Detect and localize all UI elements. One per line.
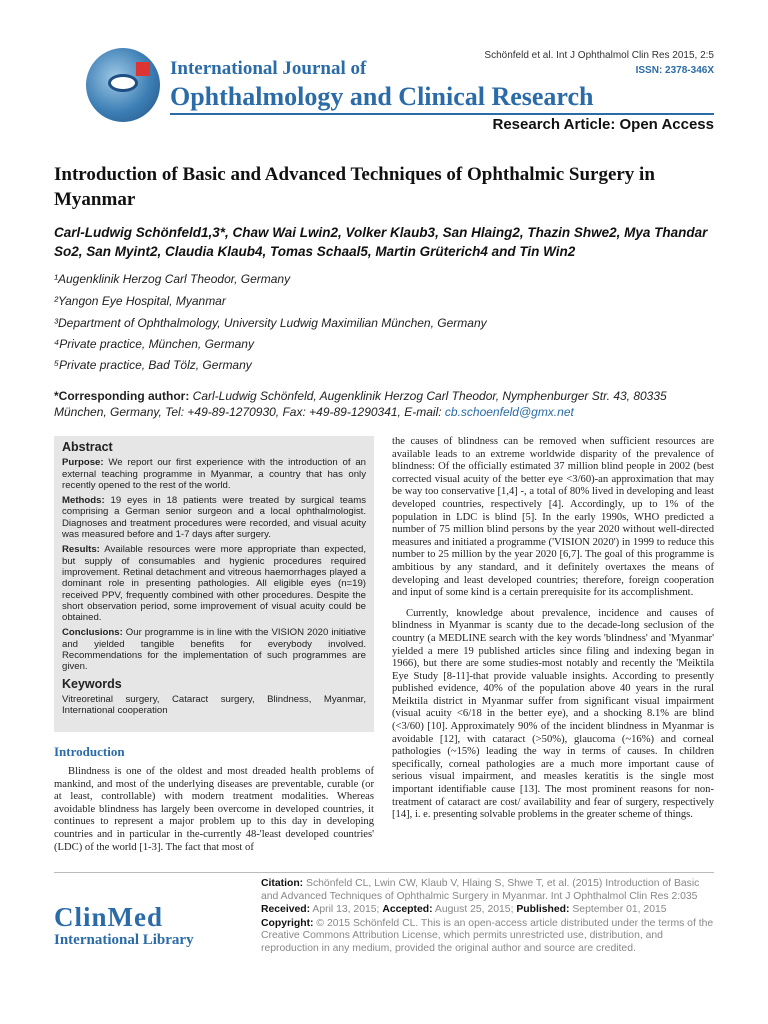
footer-rule	[54, 872, 714, 873]
journal-name-line2: Ophthalmology and Clinical Research	[170, 82, 594, 111]
body-paragraph: the causes of blindness can be removed when sufficient resources are available leads to an extreme worldwide disparity of the prevalence of blindness: Of the officially estimated 37 million blind people in 2002 (best corrected visual acuity of the better eye <3/60)-an approximation that may be way too conservative [1,4] -, a total of 80% lived in developing and least developed countries, respectively [4]. Accordingly, up to 1% of the population in LDC is blind [5]. In the early 1990s, WHO predicted a number of 75 million blind persons by the year 2020 without well-directed measures and initiated a programme ('VISION 2020') in 1999 to reduce this number to 25 million by the year 2020 [6,7]. The goal of this programme is ambitious by any standard, and it definitely overtaxes the means of developing and least developed countries; therefore, foreign cooperation and input of some kind is a certain prerequisite for its accomplishment.	[392, 436, 714, 599]
abstract-heading: Abstract	[62, 440, 113, 454]
body-column-right	[392, 436, 714, 830]
footer-copyright: Copyright: © 2015 Schönfeld CL. This is an open-access article distributed under the terms of the Creative Commons Attribution License, which permits unrestricted use, distribution, and reproduction in any medium, provided the original author and source are credited.	[261, 917, 714, 954]
abstract-methods: Methods: 19 eyes in 18 patients were treated by surgical teams comprising a German senior surgeon and a local ophthalmologist. Diagnoses and treatment procedures were recorded, and visual acuity was measured before and 1-7 days after surgery.	[62, 495, 366, 541]
affiliation: ¹Augenklinik Herzog Carl Theodor, Germany	[54, 272, 291, 286]
keywords-heading: Keywords	[62, 676, 122, 691]
corresponding-author	[54, 388, 719, 420]
affiliation: ²Yangon Eye Hospital, Myanmar	[54, 294, 226, 308]
introduction-heading: Introduction	[54, 744, 125, 759]
body-column-left	[54, 766, 374, 862]
abstract-conclusions: Conclusions: Our programme is in line with the VISION 2020 initiative and yielded tangible benefits for everybody involved. Recommendations for the implementation of such programmes are given.	[62, 627, 366, 673]
body-paragraph: Currently, knowledge about prevalence, incidence and causes of blindness in Myanmar is scanty due to the decade-long seclusion of the country (a MEDLINE search with the key words 'blindness' and 'Myanmar' yielded a mere 19 published articles since filing and indexing began in 1966), but there are some studies-most notably and recently the 'Meiktila Eye Study [8-11]-that provide valuable insights. According to presently published evidence, 40% of the population above 40 years in the rural Meiktila district in Myanmar suffer from significant visual impairment (visual acuity <6/18 in the better eye), and a shocking 8.1% are blind (<3/60) [10]. Approximately 90% of the incident blindness in Myanmar is avoidable [12], with cataract (>50%), glaucoma (~16%) and corneal pathologies (~15%) leading the way in terms of causes. In children specifically, corneal pathologies are a much more important cause of serious visual impairment, and measles keratitis is the single most important identifiable cause [13]. The most prominent reasons for non-treatment of cataract are cost/ availability and fear of surgery, respectively [14], i. e. presenting solvable problems in the greater scheme of things.	[392, 607, 714, 821]
footer-citation: Citation: Schönfeld CL, Lwin CW, Klaub V, Hlaing S, Shwe T, et al. (2015) Introduction of Basic and Advanced Techniques of Ophthalmic Surgery in Myanmar. Int J Ophthalmol Clin Res 2:035	[261, 878, 700, 902]
keywords-text: Vitreoretinal surgery, Cataract surgery, Blindness, Myanmar, International cooperation	[62, 693, 366, 717]
article-type: Research Article: Open Access	[492, 116, 714, 133]
clinmed-subtitle: International Library	[54, 932, 194, 948]
clinmed-logo: ClinMed	[54, 902, 164, 932]
journal-logo	[86, 48, 160, 122]
abstract-results: Results: Available resources were more appropriate than expected, but supply of consumables and hygienic procedures required improvement. Retinal detachment and vitreous haemorrhages played a dominant role in presenting pathologies. All eligible eyes (n=19) received PPV, frequently combined with other procedures. Despite the short observation period, some improvement of visual acuity could be obtained.	[62, 544, 366, 624]
header-citation: Schönfeld et al. Int J Ophthalmol Clin Res 2015, 2:5	[484, 50, 714, 61]
issn: ISSN: 2378-346X	[635, 65, 714, 76]
corresponding-label: *Corresponding author:	[54, 389, 190, 403]
affiliation: ⁴Private practice, München, Germany	[54, 337, 254, 351]
affiliation: ³Department of Ophthalmology, University Ludwig Maximilian München, Germany	[54, 316, 487, 330]
header-rule	[170, 113, 714, 115]
article-title: Introduction of Basic and Advanced Techniques of Ophthalmic Surgery in Myanmar	[54, 164, 655, 210]
footer-dates: Received: April 13, 2015; Accepted: August 25, 2015; Published: September 01, 2015	[261, 904, 667, 915]
abstract-purpose: Purpose: We report our first experience with the introduction of an external teaching programme in Myanmar, a country that has only recently opened to the rest of the world.	[62, 457, 366, 491]
corresponding-text: Carl-Ludwig Schönfeld, Augenklinik Herzog Carl Theodor, Nymphenburger Str. 43, 80335 München, Germany, Tel: +49-89-1270930, Fax: +49-89-1290341, E-mail:	[54, 389, 667, 419]
email-link[interactable]: cb.schoenfeld@gmx.net	[444, 405, 574, 419]
abstract-box	[54, 436, 374, 732]
medical-cross-icon	[136, 62, 150, 76]
body-paragraph: Blindness is one of the oldest and most dreaded health problems of mankind, and most of the underlying diseases are preventable, curable (or at least, controllable) with modern treatment modalities. Whereas avoidable blindness has largely been overcome in developed countries, it continues to represent a major problem up to this day in developing countries and in particular in the-currently 48-'least developed countries' (LDC) of the world [1-3]. The fact that most of	[54, 766, 374, 853]
footer-info	[261, 878, 716, 956]
author-list: Carl-Ludwig Schönfeld1,3*, Chaw Wai Lwin2, Volker Klaub3, San Hlaing2, Thazin Shwe2, Mya Thandar So2, San Myint2, Claudia Klaub4, Tomas Schaal5, Martin Grüterich4 and Tin Win2	[54, 225, 708, 259]
journal-name-line1: International Journal of	[170, 58, 367, 79]
affiliation: ⁵Private practice, Bad Tölz, Germany	[54, 358, 252, 372]
